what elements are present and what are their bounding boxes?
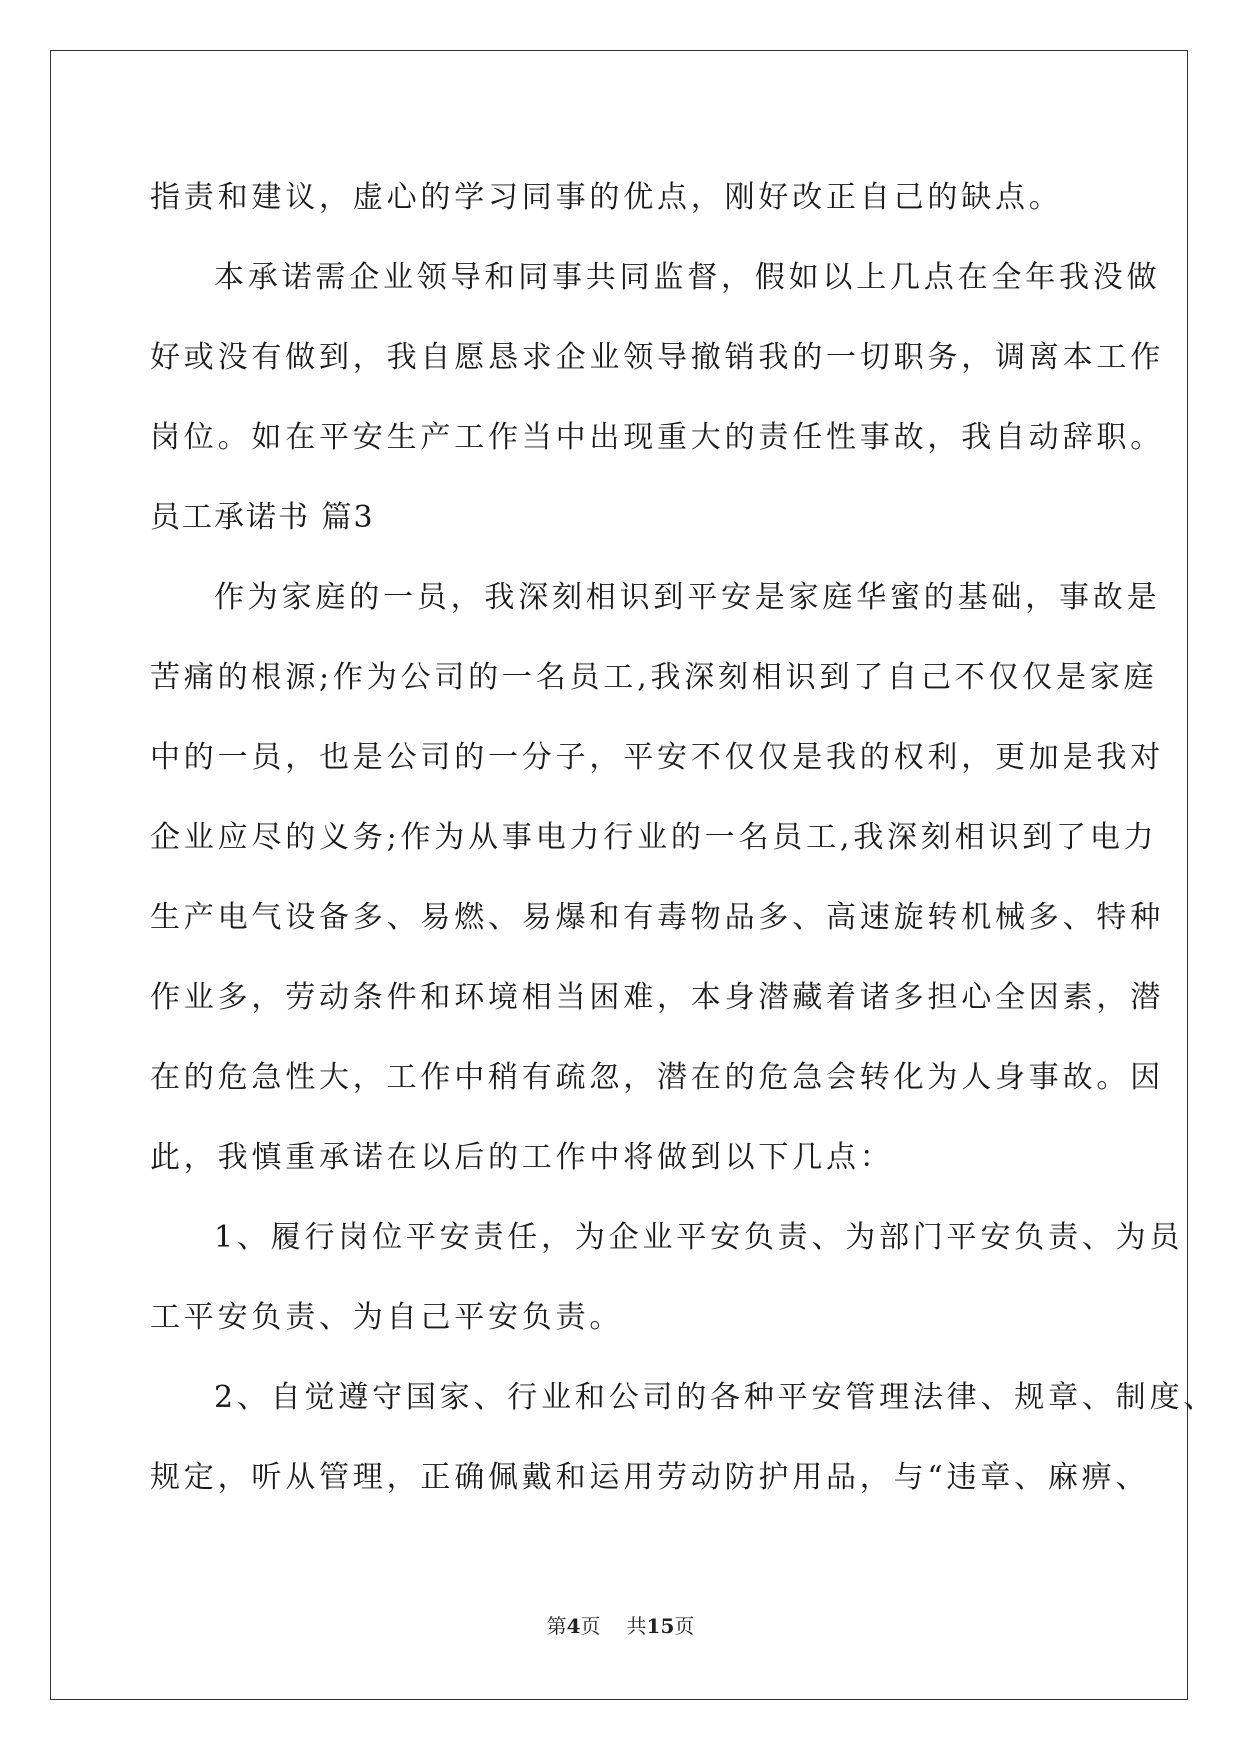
page-prefix: 第 xyxy=(546,1614,567,1638)
total-pages: 15 xyxy=(646,1614,675,1638)
list-item-1-line: 1、履行岗位平安责任，为企业平安负责、为部门平安负责、为员 xyxy=(214,1220,1184,1255)
total-prefix: 共 xyxy=(626,1614,647,1638)
total-suffix: 页 xyxy=(674,1614,695,1638)
text-line: 企业应尽的义务;作为从事电力行业的一名员工,我深刻相识到了电力 xyxy=(150,820,1158,855)
paragraph-start-line: 作为家庭的一员，我深刻相识到平安是家庭华蜜的基础，事故是 xyxy=(214,580,1161,615)
text-line: 生产电气设备多、易燃、易爆和有毒物品多、高速旋转机械多、特种 xyxy=(150,900,1164,935)
text-line: 作业多，劳动条件和环境相当困难，本身潜藏着诸多担心全因素，潜 xyxy=(150,980,1164,1015)
text-line: 好或没有做到，我自愿恳求企业领导撤销我的一切职务，调离本工作 xyxy=(150,340,1164,375)
text-line: 此，我慎重承诺在以后的工作中将做到以下几点： xyxy=(150,1140,894,1175)
text-line: 在的危急性大，工作中稍有疏忽，潜在的危急会转化为人身事故。因 xyxy=(150,1060,1164,1095)
text-line: 中的一员，也是公司的一分子，平安不仅仅是我的权利，更加是我对 xyxy=(150,740,1164,775)
text-line: 苦痛的根源;作为公司的一名员工,我深刻相识到了自己不仅仅是家庭 xyxy=(150,660,1158,695)
paragraph-start-line: 本承诺需企业领导和同事共同监督，假如以上几点在全年我没做 xyxy=(214,260,1161,295)
text-line: 规定，听从管理，正确佩戴和运用劳动防护用品，与“违章、麻痹、 xyxy=(150,1460,1150,1495)
text-line: 工平安负责、为自己平安负责。 xyxy=(150,1300,624,1335)
text-line: 指责和建议，虚心的学习同事的优点，刚好改正自己的缺点。 xyxy=(150,180,1063,215)
list-item-2-line: 2、自觉遵守国家、行业和公司的各种平安管理法律、规章、制度、 xyxy=(214,1380,1218,1415)
page-footer xyxy=(0,1610,1241,1639)
page-number: 4 xyxy=(566,1614,581,1638)
section-heading: 员工承诺书 篇3 xyxy=(150,500,375,535)
text-line: 岗位。如在平安生产工作当中出现重大的责任性事故，我自动辞职。 xyxy=(150,420,1164,455)
page-suffix: 页 xyxy=(580,1614,601,1638)
document-body xyxy=(150,158,1218,1518)
